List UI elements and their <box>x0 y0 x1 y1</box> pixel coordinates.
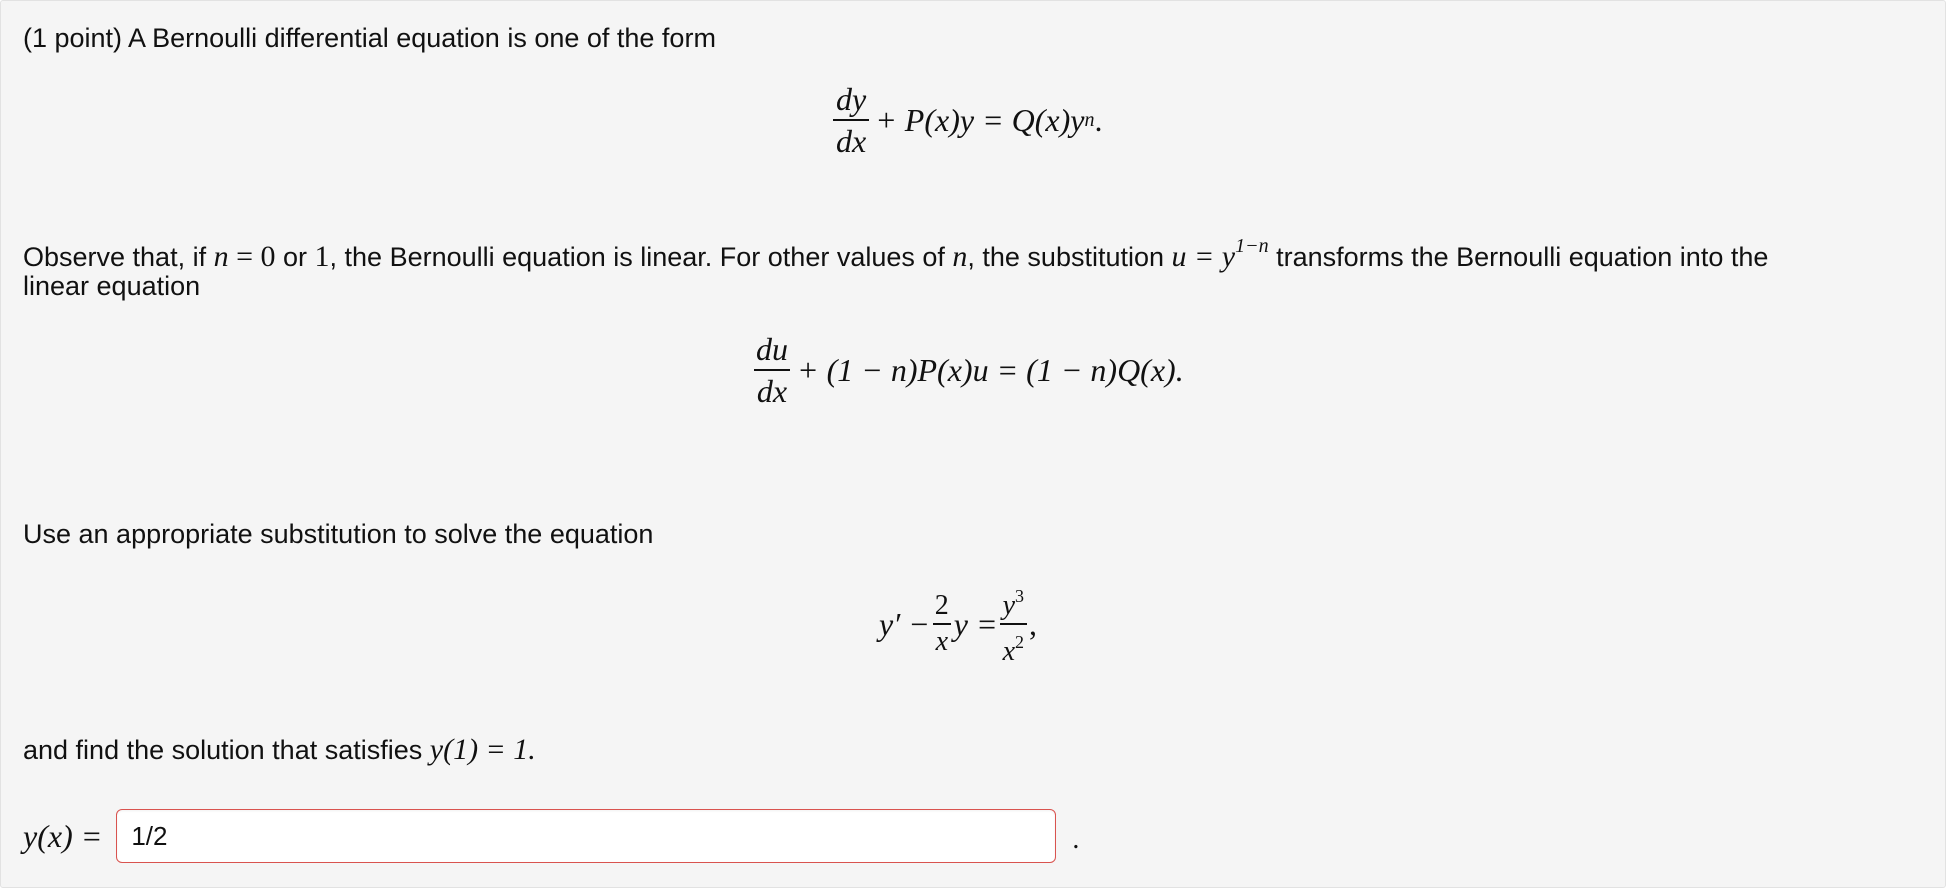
x-symbol: x <box>1002 636 1016 667</box>
math-n: n <box>213 240 229 273</box>
math-eq-y: = y <box>1186 240 1236 273</box>
math-n: n <box>952 240 968 273</box>
observe-text: , the Bernoulli equation is linear. For other values of <box>329 242 953 272</box>
answer-trailing-period: . <box>1072 824 1080 855</box>
math-u: u <box>1171 240 1187 273</box>
answer-input[interactable] <box>116 809 1056 863</box>
dy-dx-fraction <box>833 81 869 159</box>
y3-over-x2-fraction <box>1000 581 1027 667</box>
target-equation <box>879 581 1037 667</box>
fraction-denominator: x <box>933 623 951 657</box>
use-substitution-text: Use an appropriate substitution to solve the equation <box>23 519 654 549</box>
equation-rhs: + (1 − n)P(x)u = (1 − n)Q(x). <box>797 351 1184 388</box>
linear-equation <box>747 331 1184 409</box>
exponent-three: 3 <box>1015 586 1025 606</box>
observe-paragraph-line2: linear equation <box>23 271 201 301</box>
find-text: and find the solution that satisfies <box>23 735 430 765</box>
fraction-numerator: 2 <box>934 590 949 621</box>
equation-middle: y = <box>953 605 998 642</box>
initial-condition: y(1) = 1. <box>429 733 536 766</box>
equation-period: . <box>1094 101 1103 138</box>
fraction-denominator: dx <box>754 369 790 409</box>
find-solution-text <box>23 733 536 767</box>
fraction-denominator: dx <box>833 119 869 159</box>
bernoulli-equation <box>827 81 1102 159</box>
equation-rhs: + P(x)y = Q(x)y <box>875 101 1085 138</box>
math-one: 1 <box>314 240 330 273</box>
equation-exponent: n <box>1084 108 1095 131</box>
equation-lhs: y′ − <box>879 605 930 642</box>
math-eq-zero: = 0 <box>228 240 276 273</box>
observe-text: or <box>275 242 315 272</box>
fraction-numerator: dy <box>836 81 867 117</box>
answer-label: y(x) = <box>23 817 103 854</box>
exponent-two: 2 <box>1015 632 1025 652</box>
observe-text: transforms the Bernoulli equation into the <box>1268 242 1769 272</box>
fraction-denominator <box>1000 623 1027 667</box>
observe-text: , the substitution <box>967 242 1172 272</box>
du-dx-fraction <box>753 331 791 409</box>
two-over-x-fraction <box>932 591 952 657</box>
equation-comma: , <box>1029 605 1038 642</box>
fraction-numerator: du <box>756 331 788 367</box>
observe-paragraph-line1 <box>23 229 1768 274</box>
observe-text: Observe that, if <box>23 242 214 272</box>
problem-intro: (1 point) A Bernoulli differential equation is one of the form <box>23 23 716 53</box>
math-exponent: 1−n <box>1235 235 1269 257</box>
fraction-numerator <box>1000 581 1027 623</box>
y-symbol: y <box>1002 590 1016 621</box>
answer-row <box>23 809 1079 863</box>
